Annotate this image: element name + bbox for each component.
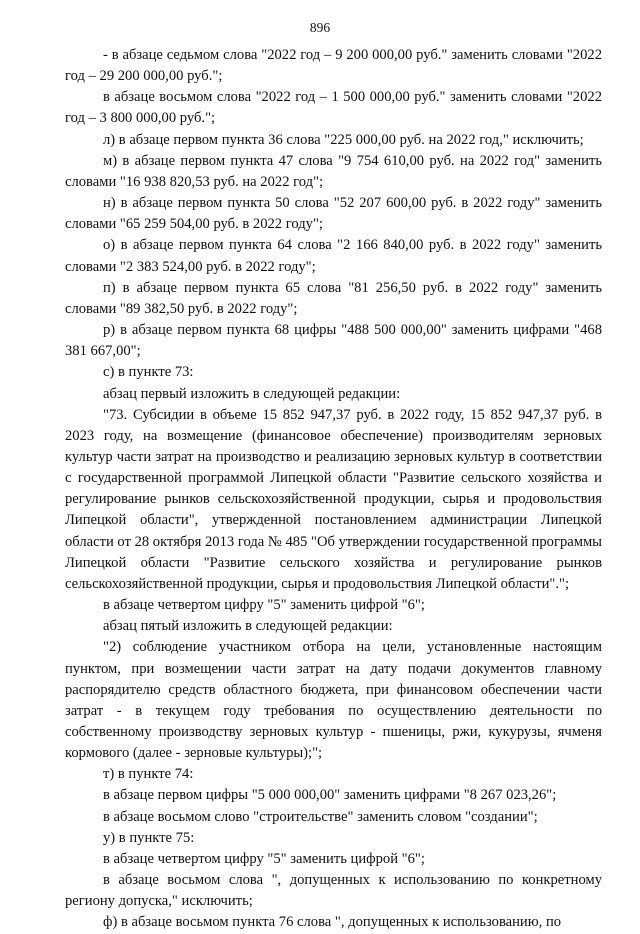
paragraph: н) в абзаце первом пункта 50 слова "52 207 600,00 руб. в 2022 году" заменить словами "65 259 504,00 руб. в 2022 году";: [65, 195, 602, 233]
paragraph: - в абзаце седьмом слова "2022 год – 9 200 000,00 руб." заменить словами "2022 год – 29 200 000,00 руб.";: [65, 47, 602, 85]
paragraph: п) в абзаце первом пункта 65 слова "81 256,50 руб. в 2022 году" заменить словами "89 382,50 руб. в 2022 году";: [65, 279, 602, 317]
paragraph: у) в пункте 75:: [103, 829, 195, 846]
paragraph: в абзаце первом цифры "5 000 000,00" заменить цифрами "8 267 023,26";: [103, 787, 557, 804]
paragraph: "2) соблюдение участником отбора на цели, установленные настоящим пунктом, при возмещении части затрат на дату подачи документов главному распорядителю средств областного бюджета, при финансовом обеспечении части затрат - в текущем году требования по осуществлению деятельности по собственному производству зерновых культур - пшеницы, ржи, кукурузы, ячменя кормового (далее - зерновые культуры);";: [65, 639, 602, 762]
paragraph: т) в пункте 74:: [103, 766, 194, 783]
paragraph: ф) в абзаце восьмом пункта 76 слова ", допущенных к использованию, по: [103, 914, 562, 931]
document-body: [65, 45, 602, 934]
paragraph: абзац первый изложить в следующей редакции:: [103, 385, 401, 402]
paragraph: л) в абзаце первом пункта 36 слова "225 000,00 руб. на 2022 год," исключить;: [103, 131, 584, 148]
paragraph: м) в абзаце первом пункта 47 слова "9 754 610,00 руб. на 2022 год" заменить словами "16 938 820,53 руб. на 2022 год";: [65, 152, 602, 190]
paragraph: "73. Субсидии в объеме 15 852 947,37 руб. в 2022 году, 15 852 947,37 руб. в 2023 году, на возмещение (финансовое обеспечение) производителям зерновых культур части затрат на производство и реализацию зерновых культур в соответствии с государственной программой Липецкой области "Развитие сельского хозяйства и регулирование рынков сельскохозяйственной продукции, сырья и продовольствия Липецкой области", утвержденной постановлением администрации Липецкой области от 28 октября 2013 года № 485 "Об утверждении государственной программы Липецкой области "Развитие сельского хозяйства и регулирование рынков сельскохозяйственной продукции, сырья и продовольствия Липецкой области".";: [65, 406, 602, 592]
paragraph: р) в абзаце первом пункта 68 цифры "488 500 000,00" заменить цифрами "468 381 667,00";: [65, 322, 602, 360]
paragraph: в абзаце четвертом цифру "5" заменить цифрой "6";: [103, 597, 425, 614]
paragraph: о) в абзаце первом пункта 64 слова "2 166 840,00 руб. в 2022 году" заменить словами "2 383 524,00 руб. в 2022 году";: [65, 237, 602, 275]
paragraph: в абзаце восьмом слова "2022 год – 1 500 000,00 руб." заменить словами "2022 год – 3 800 000,00 руб.";: [65, 89, 602, 127]
paragraph: в абзаце восьмом слово "строительстве" заменить словом "создании";: [103, 808, 538, 825]
paragraph: абзац пятый изложить в следующей редакции:: [103, 618, 393, 635]
paragraph: в абзаце четвертом цифру "5" заменить цифрой "6";: [103, 850, 425, 867]
paragraph: с) в пункте 73:: [103, 364, 194, 381]
paragraph: в абзаце восьмом слова ", допущенных к использованию по конкретному региону допуска," исключить;: [65, 872, 602, 910]
page-number: 896: [309, 20, 331, 35]
